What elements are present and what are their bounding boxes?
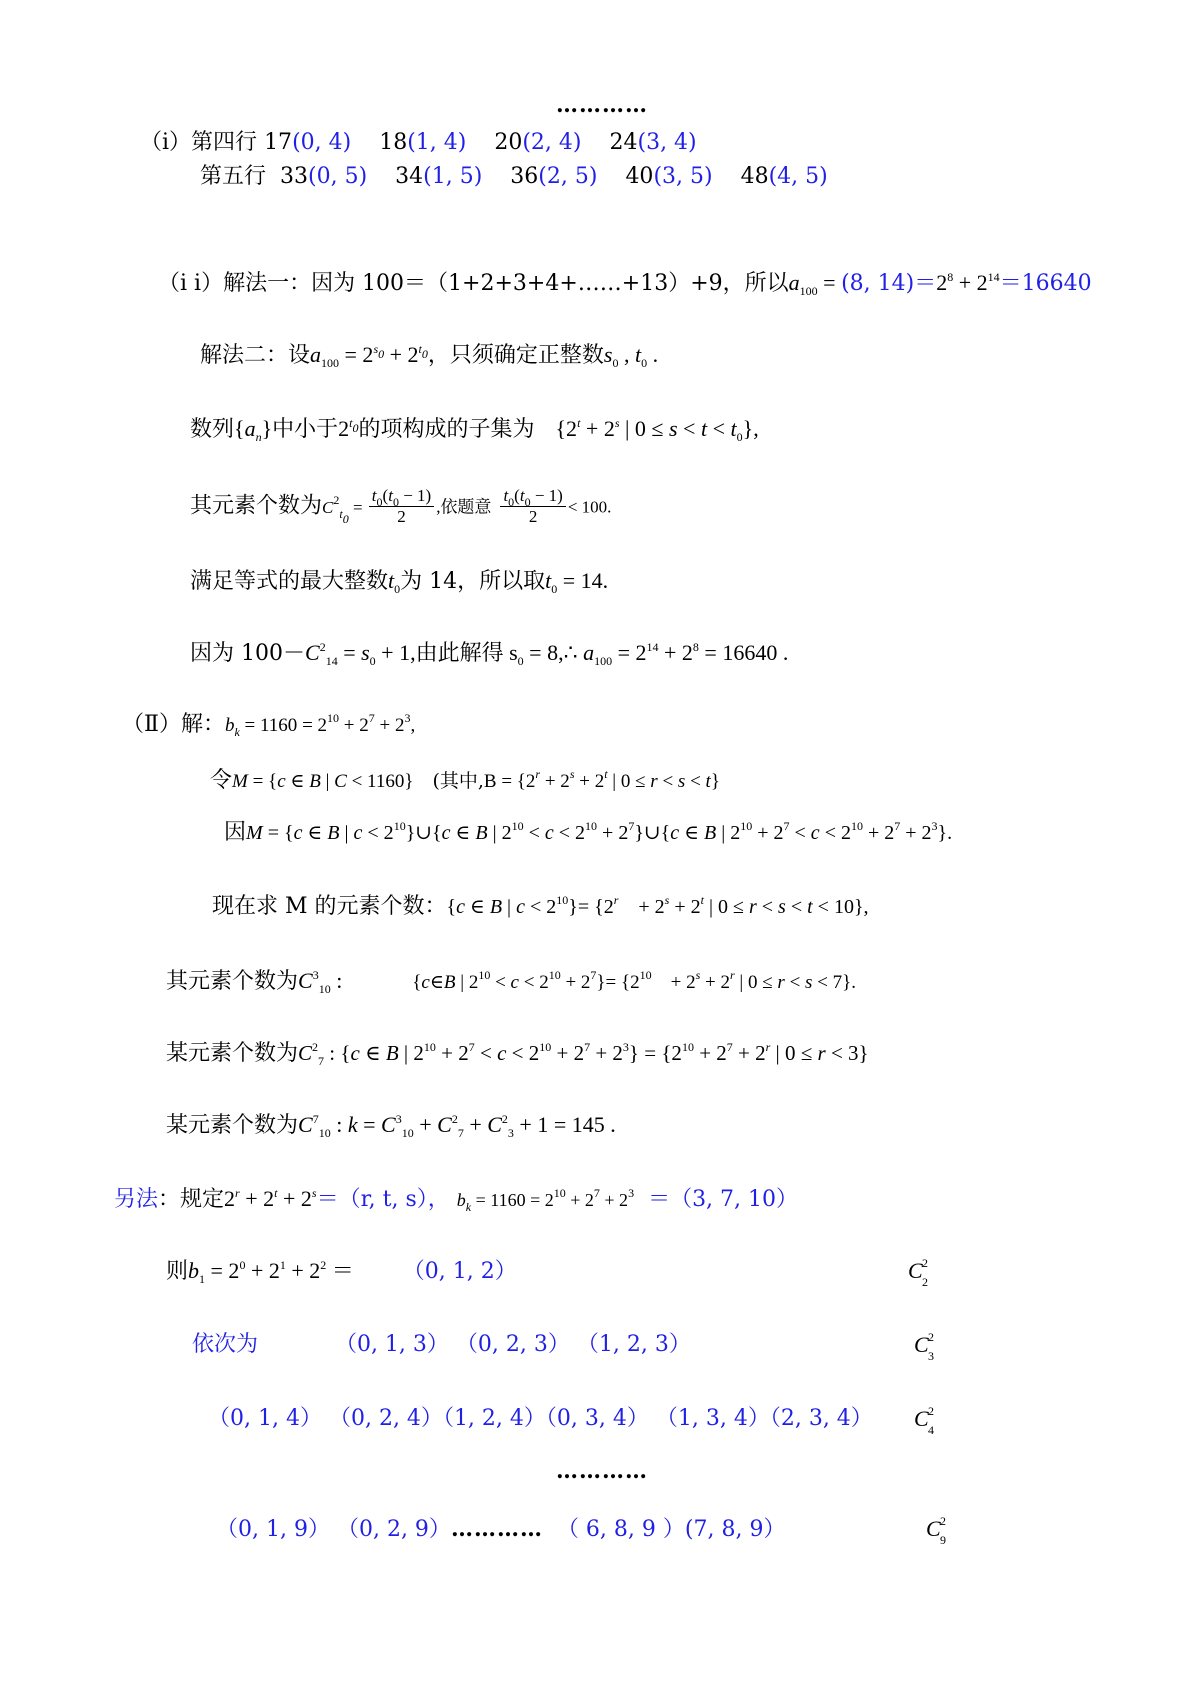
part-i-label: （i） xyxy=(140,130,192,155)
method-one-line: （i i）解法一：因为 100＝（1+2+3+4+……+13）+9，所以$a_{100} = (8$, $14)=2^8 + 2^{14}=16640$ xyxy=(158,270,1092,298)
subset-line: 数列$\{a_n\}$中小于$2^{t_0}$的项构成的子集为 {$2^t + 2^s$ | $0 \le s < t < t_0$}, xyxy=(190,416,759,444)
c-2-4: C 2 4 xyxy=(914,1404,934,1437)
union-line: 因M = {c ∈ B | $c < 2^{10}\}\cup\{c$ ∈ B | $2^{10} < c < 2^{10}$ + $2^7\}\cup\{c$ ∈ B | $2^{10} + 2^7 < c < 2^{10} + 2^7 + 2^3$}. xyxy=(224,819,953,845)
part-i-row4: （i）第四行 17(0, 4) 18(1, 4) 20(2, 4) 24(3, 4) xyxy=(140,130,697,155)
method-two-line: 解法二：设$a_{100} = 2^{s_0} + 2^{t_0}$，只须确定正整数$s_0$ , $t_0$ . xyxy=(200,342,659,370)
c-2-3: C 2 3 xyxy=(914,1330,934,1363)
max-line: 满足等式的最大整数$t_0$为 14，所以取$t_0 = 14$. xyxy=(190,568,609,596)
ellipsis-top: ………… xyxy=(556,92,648,118)
seq-row3: 依次为 （0, 1, 3） （0, 2, 3） （1, 2, 3） xyxy=(192,1332,691,1357)
seq-row4: （0, 1, 4） （0, 2, 4）（1, 2, 4）（0, 3, 4） （1, 3, 4）（2, 3, 4） xyxy=(208,1406,873,1431)
count-1-line: 其元素个数为$C^3_{10}$ : {c∈B | $2^{10} < c < 2^{10} + 2^7\}= \{2^{10}$ + $2^s + 2^r$ | 0 ≤ r < s < 7}. xyxy=(166,968,857,996)
count-line: 其元素个数为$C^2_{t_0}$ = $\frac{t_0(t_0 - 1)}{2}$ ,依题意 $\frac{t_0(t_0 - 1)}{2}$ < 100. xyxy=(190,486,612,526)
seq-row9: （0, 1, 9） （0, 2, 9）………… （ 6, 8, 9 ）(7, 8, 9） xyxy=(216,1516,786,1542)
now-count-line: 现在求 M 的元素个数：{c ∈ B | $c < 2^{10}\}= \{2^r$ + $2^s + 2^t$ | 0 ≤ r < s < t < 10}, xyxy=(212,893,869,919)
because-line: 因为 $100-C^2_{14} = s_0 + 1$,由此解得 $s_0$ = 8,∴ $a_{100} = 2^{14} + 2^8 = 16640$ . xyxy=(190,640,789,668)
b1-line: 则$b_1 = 2^0 + 2^1 + 2^2$ ＝ （0, 1, 2） xyxy=(166,1258,517,1286)
ellipsis-mid: ………… xyxy=(556,1458,648,1484)
count-2-line: 某元素个数为$C^2_7$ : {c ∈ B | $2^{10} + 2^7 < c < 2^{10} + 2^7 + 2^3\} = \{2^{10} + 2^7 + 2^r$ | 0 ≤ r < 3} xyxy=(166,1040,869,1068)
count-3-line: 某元素个数为$C^7_{10}$ : $k = C^3_{10} + C^2_7 + C^2_3 + 1 = 145$ . xyxy=(166,1112,616,1140)
let-M-line: 令M = {c ∈ B | C < 1160} (其中$,B = \{2^r + 2^s + 2^t$ | 0 ≤ r < s < t} xyxy=(210,767,720,793)
part-II-line: （Ⅱ）解：$b_k = 1160 = 2^{10} + 2^7 + 2^3$, xyxy=(122,711,416,739)
alt-rule-line: 另法：规定$2^r + 2^t + 2^s=(r$, t, s）， $b_k = 1160 = 2^{10} + 2^7 + 2^3 =(3$, 7, 10） xyxy=(114,1186,799,1214)
c-2-2: C 2 2 xyxy=(908,1256,928,1289)
part-i-row5: 第五行 33(0, 5) 34(1, 5) 36(2, 5) 40(3, 5) 48(4, 5) xyxy=(200,164,828,189)
c-2-9: C 2 9 xyxy=(926,1514,946,1547)
alt-label: 另法 xyxy=(114,1187,159,1212)
